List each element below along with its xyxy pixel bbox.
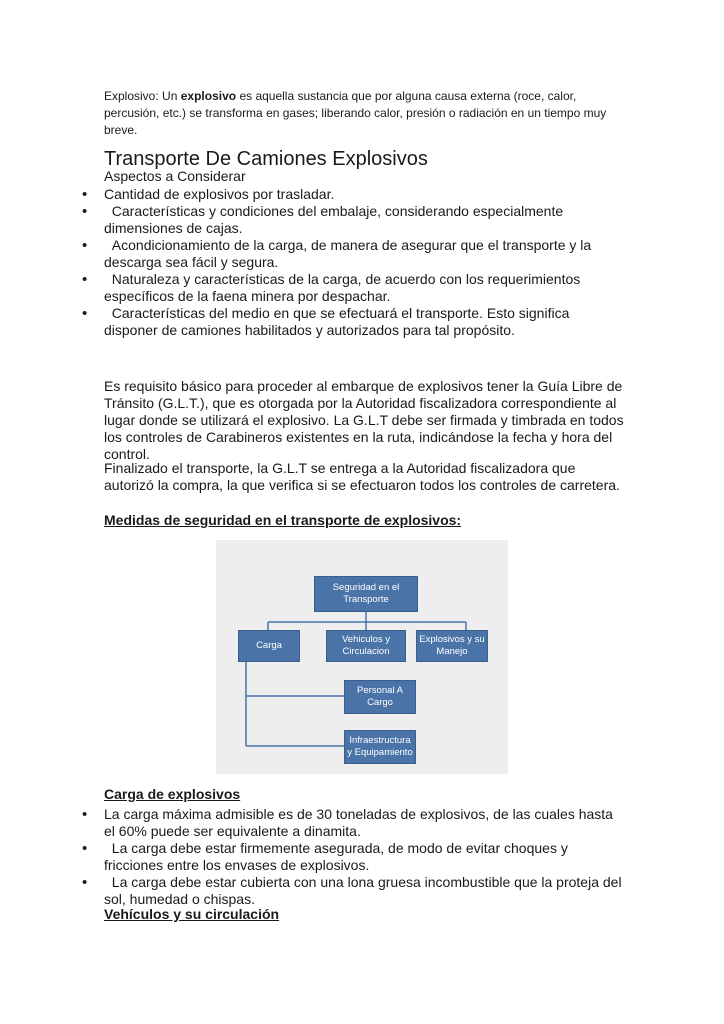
list-item: • La carga debe estar firmemente asegurada, de modo de evitar choques y fricciones entre los envases de explosivos.	[104, 840, 624, 874]
security-diagram	[216, 540, 508, 774]
list-item: • Naturaleza y características de la carga, de acuerdo con los requerimientos específicos de la faena minera por despachar.	[104, 271, 624, 305]
security-heading: Medidas de seguridad en el transporte de explosivos:	[104, 512, 462, 528]
definition-term: Explosivo:	[104, 89, 159, 103]
definition-paragraph	[104, 88, 624, 139]
glt-delivery-paragraph: Finalizado el transporte, la G.L.T se entrega a la Autoridad fiscalizadora que autorizó la compra, la que verifica si se efectuaron todos los controles de carretera.	[104, 460, 620, 493]
diagram-node-carga: Carga	[238, 630, 300, 662]
subtitle: Aspectos a Considerar	[104, 168, 246, 184]
list-item: • La carga máxima admisible es de 30 toneladas de explosivos, de las cuales hasta el 60% puede ser equivalente a dinamita.	[104, 806, 624, 840]
page-title: Transporte De Camiones Explosivos	[104, 148, 428, 170]
diagram-node-personal: Personal A Cargo	[344, 680, 416, 714]
list-item: • Características y condiciones del embalaje, considerando especialmente dimensiones de cajas.	[104, 203, 624, 237]
diagram-node-root: Seguridad en el Transporte	[314, 576, 418, 612]
definition-bold-word: explosivo	[180, 89, 237, 103]
carga-heading: Carga de explosivos	[104, 786, 241, 802]
definition-lead: Un	[162, 89, 178, 103]
diagram-node-infraestructura: Infraestructura y Equipamiento	[344, 730, 416, 764]
definition-text: es aquella sustancia que por alguna causa externa (roce, calor, percusión, etc.) se transforma en gases; liberando calor, presión o radiación en un tiempo muy breve.	[104, 89, 607, 137]
list-item: • Características del medio en que se efectuará el transporte. Esto significa disponer de camiones habilitados y autorizados para tal propósito.	[104, 305, 624, 339]
list-item: • Cantidad de explosivos por trasladar.	[104, 186, 624, 203]
carga-list	[104, 806, 624, 908]
glt-paragraph: Es requisito básico para proceder al embarque de explosivos tener la Guía Libre de Tránsito (G.L.T.), que es otorgada por la Autoridad fiscalizadora correspondiente al lugar donde se utilizará el explosivo. La G.L.T debe ser firmada y timbrada en todos los controles de Carabineros existentes en la ruta, indicándose la fecha y hora del control.	[104, 378, 624, 462]
diagram-node-explosivos: Explosivos y su Manejo	[416, 630, 488, 662]
vehiculos-heading: Vehículos y su circulación	[104, 906, 280, 922]
diagram-node-vehiculos: Vehiculos y Circulacion	[326, 630, 406, 662]
aspects-list	[104, 186, 624, 339]
list-item: • Acondicionamiento de la carga, de manera de asegurar que el transporte y la descarga sea fácil y segura.	[104, 237, 624, 271]
list-item: • La carga debe estar cubierta con una lona gruesa incombustible que la proteja del sol, humedad o chispas.	[104, 874, 624, 908]
